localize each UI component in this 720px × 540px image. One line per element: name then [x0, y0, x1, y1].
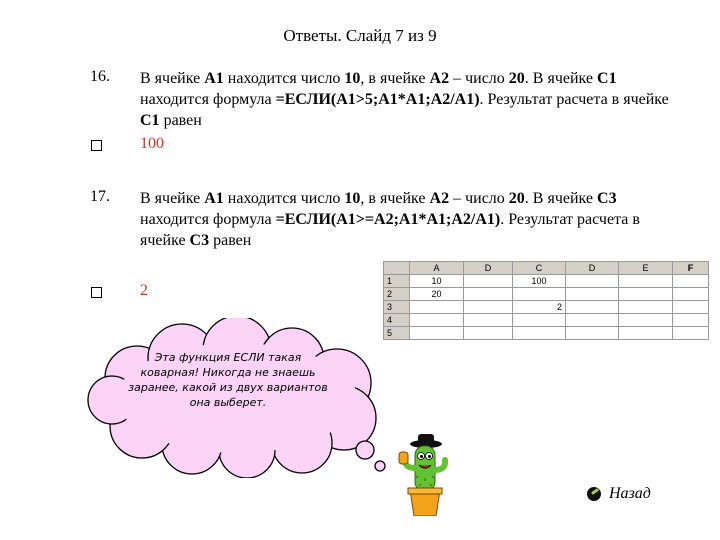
checkbox-bullet-icon: [91, 287, 102, 298]
table-row: [384, 327, 709, 340]
column-header: E: [619, 262, 673, 275]
slide-title: Ответы. Слайд 7 из 9: [283, 26, 437, 45]
row-header: 5: [384, 327, 410, 340]
cell: [673, 301, 709, 314]
cell-c3: 2: [513, 301, 566, 314]
cactus-character-icon: [396, 434, 454, 516]
table-row: [384, 301, 709, 314]
column-header: D: [464, 262, 513, 275]
row-header: 3: [384, 301, 410, 314]
cell: [673, 327, 709, 340]
question-16-number: 16.: [90, 68, 110, 85]
cell: [673, 275, 709, 288]
cell-a1: 10: [410, 275, 464, 288]
cell: [410, 314, 464, 327]
column-header: A: [410, 262, 464, 275]
cell: [464, 327, 513, 340]
back-arrow-icon: [587, 487, 601, 501]
cell: [513, 288, 566, 301]
spreadsheet-fragment: [383, 261, 709, 340]
cell: [566, 314, 619, 327]
cell: [619, 314, 673, 327]
back-button-label: Назад: [609, 485, 651, 502]
cell: [673, 314, 709, 327]
cell-c1: 100: [513, 275, 566, 288]
row-header: 4: [384, 314, 410, 327]
cell: [619, 301, 673, 314]
column-header: D: [566, 262, 619, 275]
question-17-answer: 2: [140, 282, 148, 299]
cell: [410, 327, 464, 340]
cell: [619, 288, 673, 301]
cell: [410, 301, 464, 314]
row-header: 1: [384, 275, 410, 288]
question-17-number: 17.: [90, 188, 110, 205]
table-row: [384, 275, 709, 288]
speech-bubble-text: Эта функция ЕСЛИ такая коварная! Никогда не знаешь заранее, какой из двух вариантов она выберет.: [128, 351, 328, 409]
cell: [513, 327, 566, 340]
column-header: C: [513, 262, 566, 275]
cell: [566, 288, 619, 301]
cell: [566, 327, 619, 340]
corner-cell: [384, 262, 410, 275]
cell: [619, 275, 673, 288]
cell-a2: 20: [410, 288, 464, 301]
question-17-text: В ячейке А1 находится число 10, в ячейке А2 – число 20. В ячейке С3 находится формула =ЕСЛИ(А1>=А2;А1*А1;А2/А1). Результат расчета в ячейке С3 равен: [140, 190, 640, 249]
question-16-answer: 100: [140, 135, 164, 152]
back-button[interactable]: [587, 484, 667, 506]
cell: [513, 314, 566, 327]
cell: [566, 275, 619, 288]
column-header: F: [673, 262, 709, 275]
cell: [673, 288, 709, 301]
table-row: [384, 314, 709, 327]
table-row: [384, 288, 709, 301]
cell: [464, 301, 513, 314]
cell: [566, 301, 619, 314]
question-16-text: В ячейке А1 находится число 10, в ячейке А2 – число 20. В ячейке С1 находится формула =ЕСЛИ(А1>5;А1*А1;А2/А1). Результат расчета в ячейке С1 равен: [140, 70, 669, 129]
cell: [464, 275, 513, 288]
row-header: 2: [384, 288, 410, 301]
checkbox-bullet-icon: [91, 140, 102, 151]
cell: [619, 327, 673, 340]
cell: [464, 314, 513, 327]
cell: [464, 288, 513, 301]
